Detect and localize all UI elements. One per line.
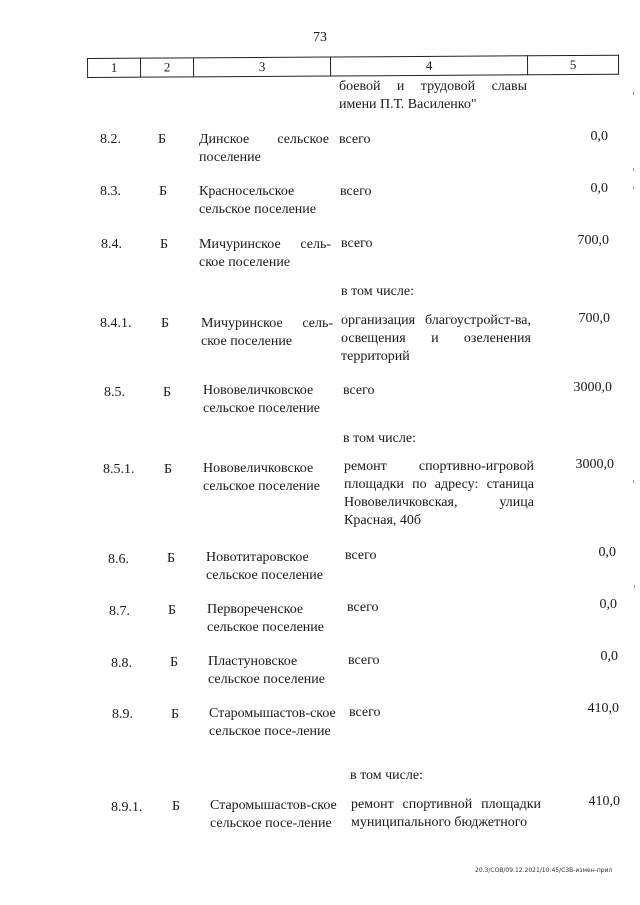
column-header-3: 3 <box>194 57 331 77</box>
row-category: Б <box>171 707 180 722</box>
row-settlement-name: Старомышастов-ское сельское посе-ление <box>210 798 337 831</box>
column-header-2: 2 <box>141 58 194 77</box>
row-number: 8.3. <box>100 184 121 199</box>
row-amount: 0,0 <box>600 649 618 664</box>
scan-edge-mark <box>634 585 635 588</box>
row-settlement-name: Мичуринское сель-ское поселение <box>201 316 333 349</box>
row-description: всего <box>348 653 380 668</box>
row-amount: 0,0 <box>598 545 616 560</box>
scan-edge-mark <box>633 168 634 171</box>
row-amount: 410,0 <box>587 701 619 716</box>
row-amount: 0,0 <box>590 181 608 196</box>
scan-edge-mark <box>633 92 634 95</box>
row-description: организация благоустройст-ва, освещения и озеленения территорий <box>341 313 531 364</box>
column-header-table <box>87 55 619 78</box>
subtotal-note: в том числе: <box>350 768 423 783</box>
row-number: 8.9.1. <box>111 800 143 815</box>
row-number: 8.5. <box>104 385 125 400</box>
row-category: Б <box>161 316 170 331</box>
row-settlement-name: Первореченское сельское поселение <box>207 602 324 635</box>
row-description: всего <box>349 705 381 720</box>
column-header-row <box>88 55 619 77</box>
row-category: Б <box>159 184 168 199</box>
row-amount: 0,0 <box>599 597 617 612</box>
row-category: Б <box>160 237 169 252</box>
row-number: 8.9. <box>112 707 133 722</box>
row-category: Б <box>167 551 176 566</box>
row-category: Б <box>172 799 181 814</box>
row-settlement-name: Нововеличковское сельское поселение <box>203 461 320 494</box>
row-amount: 3000,0 <box>573 380 612 395</box>
row-description: ремонт спортивной площадки муниципального бюджетного <box>351 797 541 830</box>
column-header-1: 1 <box>88 58 141 77</box>
row-settlement-name: Новотитаровское сельское поселение <box>206 550 323 583</box>
row-description: всего <box>347 600 379 615</box>
row-number: 8.6. <box>108 552 129 567</box>
row-settlement-name: Красносельское сельское поселение <box>199 184 316 217</box>
row-description: всего <box>339 132 371 147</box>
subtotal-note: в том числе: <box>343 431 416 446</box>
row-number: 8.5.1. <box>103 462 135 477</box>
column-header-4: 4 <box>330 56 527 76</box>
row-number: 8.4.1. <box>100 316 132 331</box>
row-category: Б <box>164 462 173 477</box>
row-category: Б <box>163 385 172 400</box>
row-description: всего <box>343 383 375 398</box>
row-category: Б <box>170 655 179 670</box>
subtotal-note: в том числе: <box>341 284 414 299</box>
row-settlement-name: Динское сельское поселение <box>199 132 329 165</box>
row-category: Б <box>158 132 167 147</box>
page-number: 73 <box>313 30 327 45</box>
row-amount: 0,0 <box>590 129 608 144</box>
row-number: 8.2. <box>100 132 121 147</box>
row-amount: 700,0 <box>577 233 609 248</box>
row-description: всего <box>340 184 372 199</box>
row-amount: 410,0 <box>588 794 620 809</box>
row-number: 8.4. <box>101 237 122 252</box>
footer-stamp: 20.3/СОВ/09.12.2021/10:45/СЗВ-измен-прил <box>475 867 613 874</box>
row-settlement-name: Нововеличковское сельское поселение <box>203 383 320 416</box>
row-amount: 700,0 <box>578 311 610 326</box>
row-amount: 3000,0 <box>575 457 614 472</box>
row-description: всего <box>341 236 373 251</box>
row-settlement-name: Старомышастов-ское сельское посе-ление <box>209 706 336 739</box>
row-settlement-name: Мичуринское сель-ское поселение <box>199 237 331 270</box>
row-category: Б <box>168 603 177 618</box>
row-description: всего <box>345 548 377 563</box>
scan-edge-mark <box>633 186 634 189</box>
row-description: ремонт спортивно-игровой площадки по адресу: станица Нововеличковская, улица Красная, 40б <box>344 459 534 528</box>
column-header-5: 5 <box>527 55 618 75</box>
row-settlement-name: Пластуновское сельское поселение <box>208 654 325 687</box>
continuation-text: боевой и трудовой славы имени П.Т. Василенко" <box>339 79 527 112</box>
row-number: 8.8. <box>111 656 132 671</box>
row-number: 8.7. <box>109 604 130 619</box>
scan-edge-mark <box>633 480 634 483</box>
